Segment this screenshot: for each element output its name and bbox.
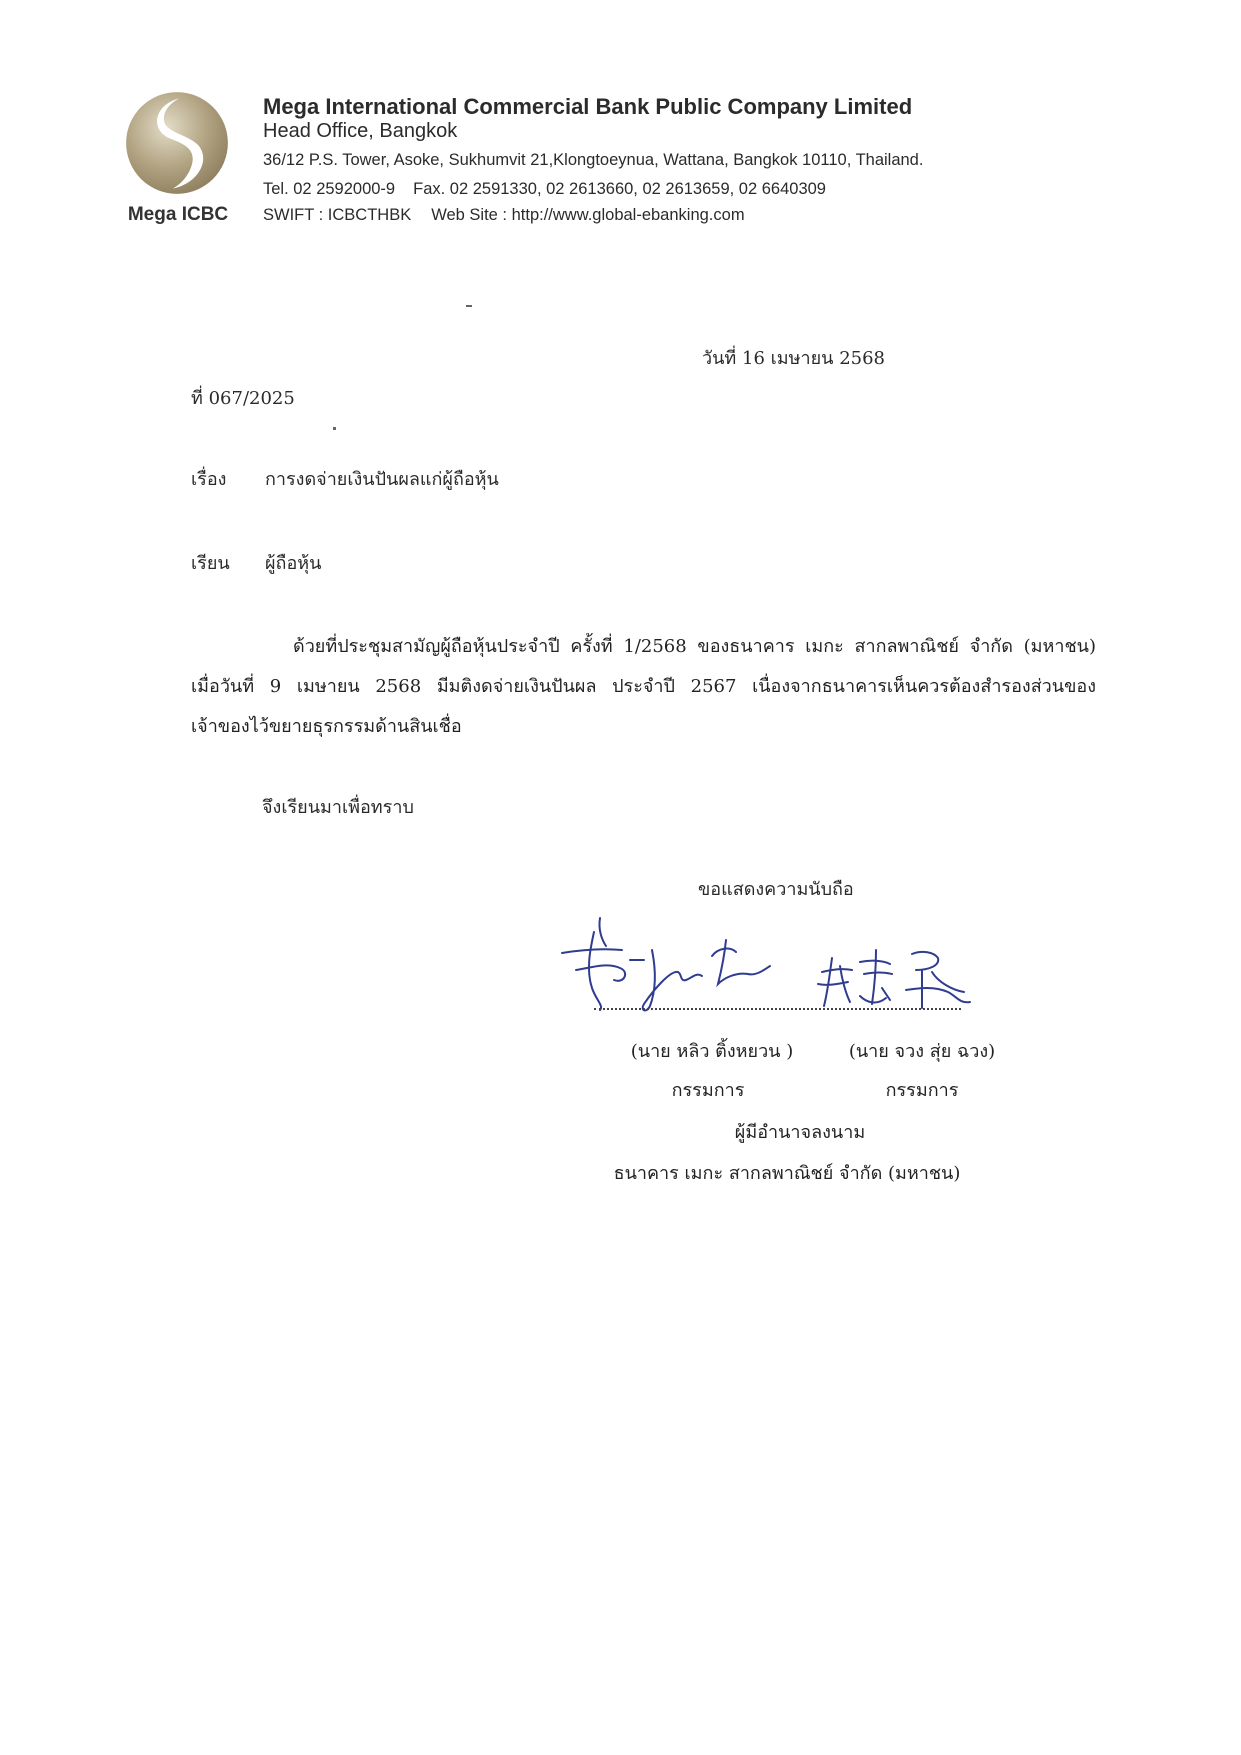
body-paragraph-line-2: เมื่อวันที่ 9 เมษายน 2568 มีมติงดจ่ายเงินปันผล ประจำปี 2567 เนื่องจากธนาคารเห็นควรต้องสำรองส่วนของ <box>191 676 1096 697</box>
contact-line <box>263 180 826 199</box>
swift-web-line <box>263 206 745 225</box>
signature-dotted-line <box>594 1008 961 1010</box>
bank-name: Mega International Commercial Bank Public Company Limited <box>263 94 913 119</box>
subject-text: การงดจ่ายเงินปันผลแก่ผู้ถือหุ้น <box>265 469 499 490</box>
swift-code: SWIFT : ICBCTHBK <box>263 206 412 224</box>
bank-logo-icon <box>124 90 230 196</box>
signer-1-title: กรรมการ <box>671 1080 745 1101</box>
signer-2-title: กรรมการ <box>885 1080 959 1101</box>
scan-speck <box>333 427 336 430</box>
website-link[interactable]: Web Site : http://www.global-ebanking.com <box>431 206 745 224</box>
reference-number: ที่ 067/2025 <box>191 388 295 409</box>
regards-line: ขอแสดงความนับถือ <box>698 879 854 900</box>
bank-address: 36/12 P.S. Tower, Asoke, Sukhumvit 21,Klongtoeynua, Wattana, Bangkok 10110, Thailand. <box>263 151 924 169</box>
logo-caption: Mega ICBC <box>127 204 229 225</box>
authorized-signatory-label: ผู้มีอำนาจลงนาม <box>734 1122 866 1143</box>
fax-numbers: Fax. 02 2591330, 02 2613660, 02 2613659, 02 6640309 <box>413 180 826 198</box>
office-name: Head Office, Bangkok <box>263 120 458 142</box>
signer-2-name: (นาย จวง สุ่ย ฉวง) <box>848 1041 996 1062</box>
recipient-label: เรียน <box>191 553 230 574</box>
body-paragraph-line-3: เจ้าของไว้ขยายธุรกรรมด้านสินเชื่อ <box>191 716 462 737</box>
handwritten-signatures-icon <box>560 910 1020 1020</box>
body-paragraph-line-1: ด้วยที่ประชุมสามัญผู้ถือหุ้นประจำปี ครั้งที่ 1/2568 ของธนาคาร เมกะ สากลพาณิชย์ จำกัด (มหาชน) <box>293 636 1096 657</box>
scan-speck <box>466 305 472 307</box>
closing-note: จึงเรียนมาเพื่อทราบ <box>262 797 414 818</box>
company-name-thai: ธนาคาร เมกะ สากลพาณิชย์ จำกัด (มหาชน) <box>613 1163 961 1184</box>
tel-number: Tel. 02 2592000-9 <box>263 180 396 198</box>
signer-1-name: (นาย หลิว ติ้งหยวน ) <box>630 1041 794 1062</box>
subject-label: เรื่อง <box>191 469 227 490</box>
letter-date: วันที่ 16 เมษายน 2568 <box>702 348 885 369</box>
recipient-text: ผู้ถือหุ้น <box>265 553 322 574</box>
